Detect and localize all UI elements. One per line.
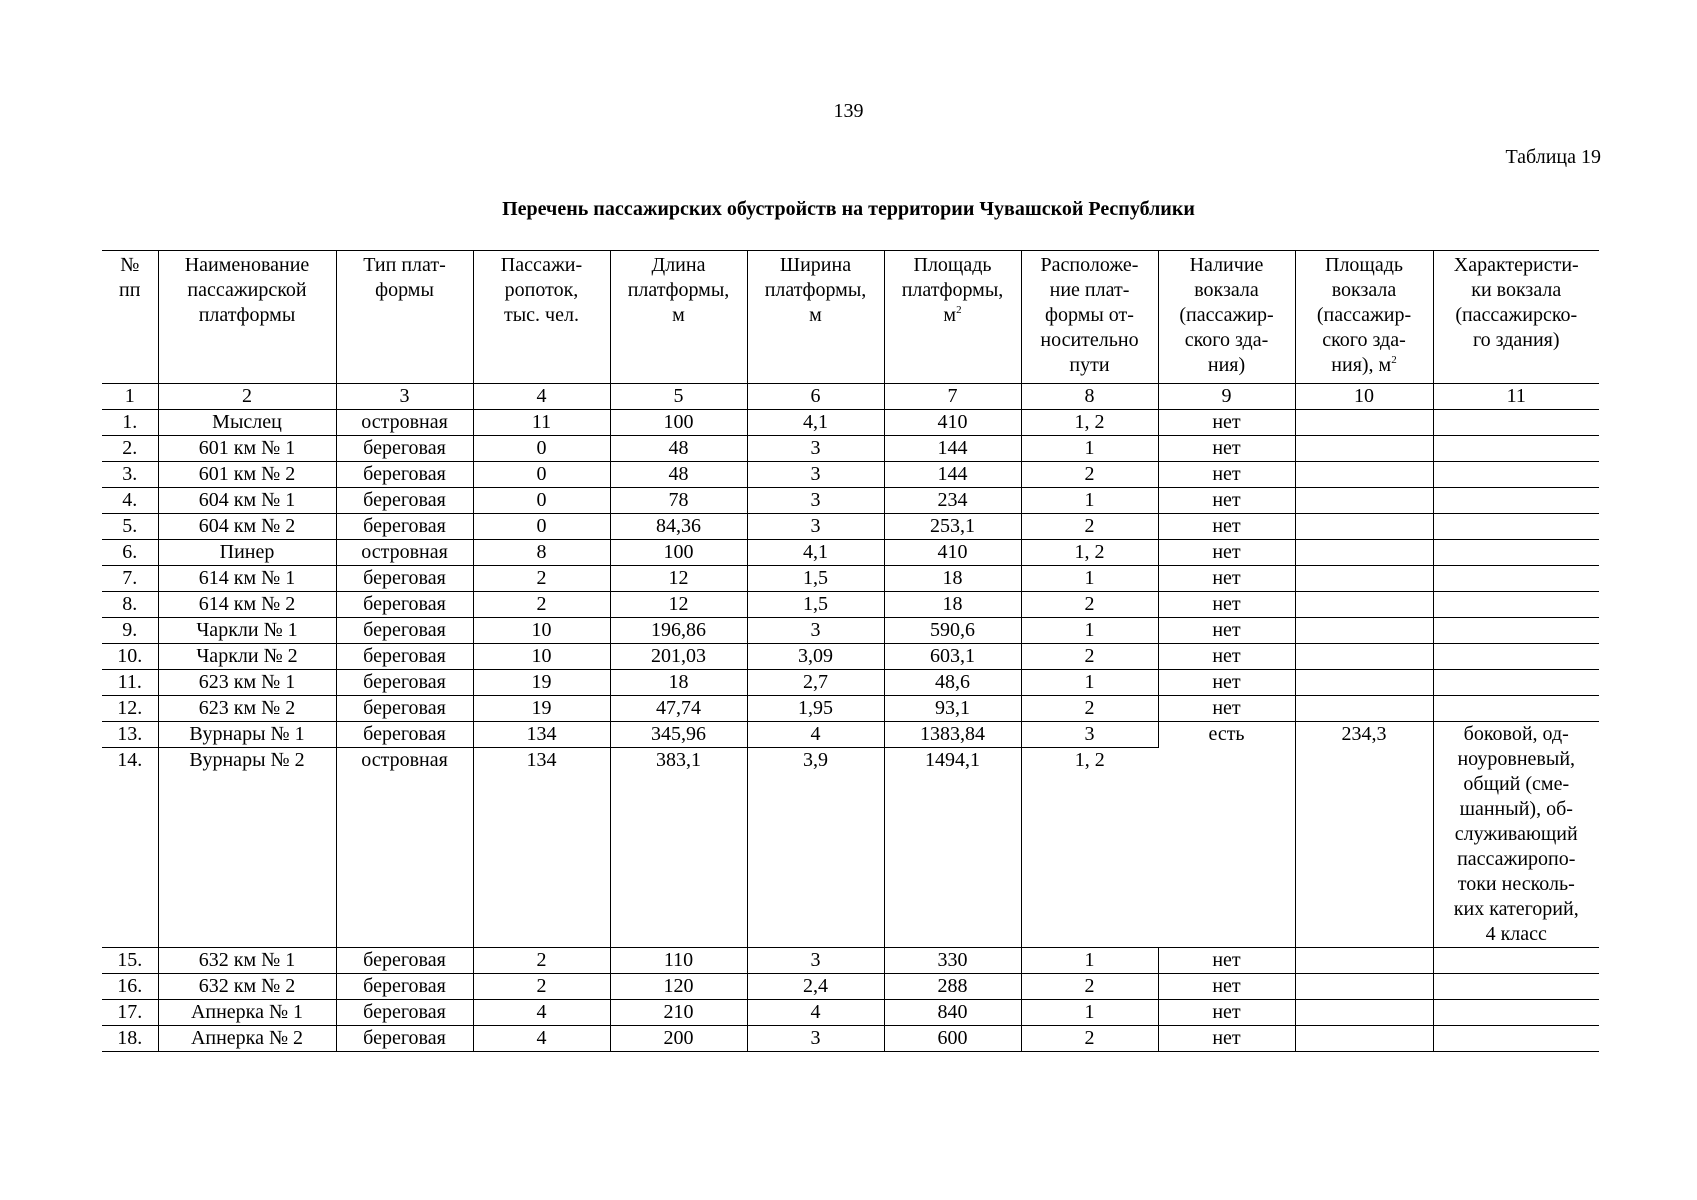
cell-passenger-flow: 4 [473,1026,610,1052]
cell-platform-area: 1383,84 [884,722,1021,748]
cell-station-presence: нет [1158,644,1295,670]
cell-number: 15. [102,948,158,974]
cell-platform-name: Чаркли № 1 [158,618,336,644]
header-row [102,251,1599,384]
cell-station-area [1295,696,1433,722]
cell-platform-width: 3 [747,618,884,644]
column-number: 10 [1295,384,1433,410]
cell-platform-name: 604 км № 2 [158,514,336,540]
cell-platform-type: береговая [336,696,473,722]
column-number: 6 [747,384,884,410]
cell-platform-type: береговая [336,722,473,748]
cell-station-characteristics [1433,644,1599,670]
cell-platform-width: 3,09 [747,644,884,670]
cell-platform-width: 1,95 [747,696,884,722]
cell-platform-area: 330 [884,948,1021,974]
cell-passenger-flow: 2 [473,592,610,618]
cell-number: 13. [102,722,158,748]
cell-platform-width: 3 [747,436,884,462]
cell-platform-area: 144 [884,462,1021,488]
cell-platform-position: 1 [1021,566,1158,592]
column-number: 8 [1021,384,1158,410]
header-number: № пп [102,251,158,384]
cell-passenger-flow: 10 [473,618,610,644]
header-station-characteristics: Характеристи- ки вокзала (пассажирско- го здания) [1433,251,1599,384]
cell-station-presence: нет [1158,566,1295,592]
table-body-rows-15-18 [102,948,1599,1052]
header-platform-length: Длина платформы, м [610,251,747,384]
cell-station-presence: нет [1158,410,1295,436]
cell-number: 18. [102,1026,158,1052]
cell-platform-width: 3 [747,948,884,974]
table-row [102,566,1599,592]
cell-station-area [1295,618,1433,644]
cell-platform-length: 200 [610,1026,747,1052]
cell-platform-width: 1,5 [747,592,884,618]
cell-station-area: 234,3 [1295,722,1433,948]
cell-platform-name: 614 км № 1 [158,566,336,592]
cell-number: 11. [102,670,158,696]
cell-platform-area: 234 [884,488,1021,514]
cell-platform-position: 2 [1021,592,1158,618]
cell-station-presence: нет [1158,488,1295,514]
column-number: 1 [102,384,158,410]
cell-platform-position: 1 [1021,948,1158,974]
cell-number: 17. [102,1000,158,1026]
cell-platform-length: 110 [610,948,747,974]
cell-station-area [1295,540,1433,566]
cell-station-area [1295,644,1433,670]
header-station-presence: Наличие вокзала (пассажир- ского зда- ния) [1158,251,1295,384]
cell-station-characteristics [1433,462,1599,488]
cell-platform-type: береговая [336,1000,473,1026]
table-row [102,462,1599,488]
cell-number: 9. [102,618,158,644]
cell-platform-name: Апнерка № 1 [158,1000,336,1026]
cell-platform-name: Мыслец [158,410,336,436]
cell-station-presence: нет [1158,618,1295,644]
cell-platform-type: береговая [336,618,473,644]
page-number: 139 [833,100,864,122]
column-number: 3 [336,384,473,410]
column-number: 11 [1433,384,1599,410]
column-number: 9 [1158,384,1295,410]
cell-number: 1. [102,410,158,436]
cell-platform-position: 1 [1021,488,1158,514]
header-platform-name: Наименование пассажирской платформы [158,251,336,384]
cell-platform-name: Пинер [158,540,336,566]
cell-platform-position: 1, 2 [1021,410,1158,436]
passenger-facilities-table [102,250,1599,1052]
cell-number: 10. [102,644,158,670]
cell-platform-width: 4 [747,722,884,748]
cell-number: 6. [102,540,158,566]
cell-platform-area: 288 [884,974,1021,1000]
cell-platform-position: 2 [1021,462,1158,488]
cell-platform-position: 1 [1021,618,1158,644]
table-row [102,722,1599,748]
cell-platform-position: 1 [1021,1000,1158,1026]
cell-station-characteristics [1433,488,1599,514]
cell-platform-type: береговая [336,1026,473,1052]
cell-platform-type: береговая [336,488,473,514]
cell-number: 5. [102,514,158,540]
cell-platform-length: 100 [610,540,747,566]
cell-platform-name: 601 км № 2 [158,462,336,488]
cell-platform-length: 120 [610,974,747,1000]
cell-platform-type: береговая [336,566,473,592]
cell-station-area [1295,436,1433,462]
header-platform-width: Ширина платформы, м [747,251,884,384]
cell-station-presence: нет [1158,462,1295,488]
cell-platform-area: 93,1 [884,696,1021,722]
cell-platform-name: Вурнары № 1 [158,722,336,748]
cell-passenger-flow: 134 [473,748,610,948]
cell-platform-position: 1, 2 [1021,748,1158,948]
cell-number: 7. [102,566,158,592]
cell-platform-type: береговая [336,644,473,670]
cell-station-characteristics [1433,948,1599,974]
cell-platform-length: 78 [610,488,747,514]
cell-platform-name: 601 км № 1 [158,436,336,462]
cell-number: 3. [102,462,158,488]
cell-platform-length: 210 [610,1000,747,1026]
cell-platform-width: 3 [747,1026,884,1052]
cell-platform-length: 18 [610,670,747,696]
cell-platform-length: 47,74 [610,696,747,722]
cell-platform-position: 2 [1021,1026,1158,1052]
cell-platform-length: 100 [610,410,747,436]
column-number: 4 [473,384,610,410]
cell-platform-area: 18 [884,592,1021,618]
cell-platform-length: 201,03 [610,644,747,670]
cell-platform-width: 4 [747,1000,884,1026]
table-row [102,948,1599,974]
cell-platform-type: береговая [336,462,473,488]
cell-number: 12. [102,696,158,722]
cell-station-characteristics [1433,1026,1599,1052]
cell-platform-position: 2 [1021,514,1158,540]
cell-platform-area: 410 [884,410,1021,436]
table-body-rows-1-12 [102,410,1599,722]
table-row [102,540,1599,566]
cell-station-area [1295,462,1433,488]
cell-passenger-flow: 2 [473,948,610,974]
column-number-row [102,384,1599,410]
cell-platform-name: Вурнары № 2 [158,748,336,948]
column-number: 2 [158,384,336,410]
table-row [102,974,1599,1000]
cell-station-characteristics [1433,592,1599,618]
cell-platform-length: 383,1 [610,748,747,948]
table-title: Перечень пассажирских обустройств на территории Чувашской Республики [502,198,1195,220]
table-row [102,670,1599,696]
cell-platform-name: 614 км № 2 [158,592,336,618]
table-row [102,1000,1599,1026]
cell-platform-position: 3 [1021,722,1158,748]
cell-station-presence: нет [1158,514,1295,540]
cell-platform-width: 3,9 [747,748,884,948]
cell-number: 8. [102,592,158,618]
table-row [102,1026,1599,1052]
cell-passenger-flow: 10 [473,644,610,670]
column-number: 5 [610,384,747,410]
table-row [102,436,1599,462]
cell-platform-type: островная [336,540,473,566]
cell-station-presence: нет [1158,974,1295,1000]
cell-platform-position: 2 [1021,644,1158,670]
cell-station-area [1295,514,1433,540]
cell-platform-type: береговая [336,948,473,974]
cell-platform-position: 1, 2 [1021,540,1158,566]
cell-platform-type: береговая [336,974,473,1000]
cell-platform-width: 2,7 [747,670,884,696]
cell-passenger-flow: 0 [473,462,610,488]
cell-platform-area: 600 [884,1026,1021,1052]
cell-platform-type: островная [336,410,473,436]
cell-platform-area: 18 [884,566,1021,592]
cell-platform-width: 3 [747,488,884,514]
table-row [102,696,1599,722]
cell-station-characteristics [1433,618,1599,644]
cell-platform-name: 623 км № 1 [158,670,336,696]
cell-platform-position: 2 [1021,974,1158,1000]
cell-station-presence: нет [1158,1000,1295,1026]
cell-station-characteristics [1433,1000,1599,1026]
cell-passenger-flow: 4 [473,1000,610,1026]
cell-platform-area: 144 [884,436,1021,462]
header-platform-area: Площадь платформы, $м^2$ [884,251,1021,384]
cell-platform-type: береговая [336,670,473,696]
cell-platform-name: 632 км № 1 [158,948,336,974]
cell-platform-position: 1 [1021,436,1158,462]
cell-number: 14. [102,748,158,948]
cell-platform-width: 3 [747,462,884,488]
cell-station-presence: есть [1158,722,1295,948]
cell-station-area [1295,948,1433,974]
cell-number: 16. [102,974,158,1000]
cell-platform-type: береговая [336,592,473,618]
cell-platform-area: 590,6 [884,618,1021,644]
cell-passenger-flow: 8 [473,540,610,566]
cell-station-presence: нет [1158,540,1295,566]
cell-station-characteristics [1433,540,1599,566]
cell-station-area [1295,566,1433,592]
cell-platform-width: 4,1 [747,410,884,436]
cell-passenger-flow: 0 [473,436,610,462]
cell-station-presence: нет [1158,670,1295,696]
table-row [102,514,1599,540]
cell-platform-width: 3 [747,514,884,540]
cell-platform-name: 604 км № 1 [158,488,336,514]
cell-platform-area: 48,6 [884,670,1021,696]
cell-platform-width: 2,4 [747,974,884,1000]
cell-passenger-flow: 134 [473,722,610,748]
cell-station-presence: нет [1158,1026,1295,1052]
cell-platform-width: 4,1 [747,540,884,566]
cell-station-characteristics [1433,974,1599,1000]
cell-station-characteristics [1433,696,1599,722]
cell-station-area [1295,670,1433,696]
header-passenger-flow: Пассажи- ропоток, тыс. чел. [473,251,610,384]
cell-platform-area: 1494,1 [884,748,1021,948]
cell-station-area [1295,488,1433,514]
cell-station-characteristics [1433,436,1599,462]
cell-passenger-flow: 0 [473,514,610,540]
table-row [102,618,1599,644]
cell-platform-area: 840 [884,1000,1021,1026]
cell-station-presence: нет [1158,696,1295,722]
cell-passenger-flow: 19 [473,696,610,722]
cell-station-area [1295,974,1433,1000]
cell-platform-length: 48 [610,462,747,488]
cell-passenger-flow: 0 [473,488,610,514]
table-row [102,488,1599,514]
cell-station-characteristics [1433,670,1599,696]
cell-station-presence: нет [1158,436,1295,462]
cell-passenger-flow: 2 [473,566,610,592]
header-platform-position: Расположе- ние плат- формы от- носительно пути [1021,251,1158,384]
table-body-merged-rows [102,722,1599,948]
cell-number: 2. [102,436,158,462]
cell-station-characteristics: боковой, од- ноуровневый, общий (сме- шанный), об- служивающий пассажиропо- токи несколь- ких категорий, 4 класс [1433,722,1599,948]
cell-platform-length: 12 [610,592,747,618]
cell-station-area [1295,1026,1433,1052]
cell-platform-name: Апнерка № 2 [158,1026,336,1052]
cell-station-area [1295,1000,1433,1026]
cell-platform-area: 603,1 [884,644,1021,670]
cell-platform-type: островная [336,748,473,948]
cell-platform-length: 84,36 [610,514,747,540]
cell-station-characteristics [1433,514,1599,540]
cell-platform-area: 410 [884,540,1021,566]
cell-station-presence: нет [1158,948,1295,974]
cell-platform-position: 1 [1021,670,1158,696]
cell-station-characteristics [1433,410,1599,436]
header-platform-type: Тип плат- формы [336,251,473,384]
header-station-area: Площадь вокзала (пассажир- ского зда- ния), $м^2$ [1295,251,1433,384]
cell-platform-name: Чаркли № 2 [158,644,336,670]
cell-station-characteristics [1433,566,1599,592]
cell-platform-name: 623 км № 2 [158,696,336,722]
cell-platform-type: береговая [336,514,473,540]
table-row [102,410,1599,436]
cell-station-area [1295,410,1433,436]
cell-platform-length: 48 [610,436,747,462]
cell-station-presence: нет [1158,592,1295,618]
cell-station-area [1295,592,1433,618]
cell-platform-position: 2 [1021,696,1158,722]
cell-passenger-flow: 19 [473,670,610,696]
cell-passenger-flow: 2 [473,974,610,1000]
table-label: Таблица 19 [1505,146,1601,168]
cell-platform-length: 12 [610,566,747,592]
cell-platform-width: 1,5 [747,566,884,592]
cell-platform-name: 632 км № 2 [158,974,336,1000]
cell-platform-length: 345,96 [610,722,747,748]
cell-passenger-flow: 11 [473,410,610,436]
table-row [102,592,1599,618]
cell-number: 4. [102,488,158,514]
cell-platform-area: 253,1 [884,514,1021,540]
cell-platform-type: береговая [336,436,473,462]
cell-platform-length: 196,86 [610,618,747,644]
column-number: 7 [884,384,1021,410]
table-row [102,644,1599,670]
